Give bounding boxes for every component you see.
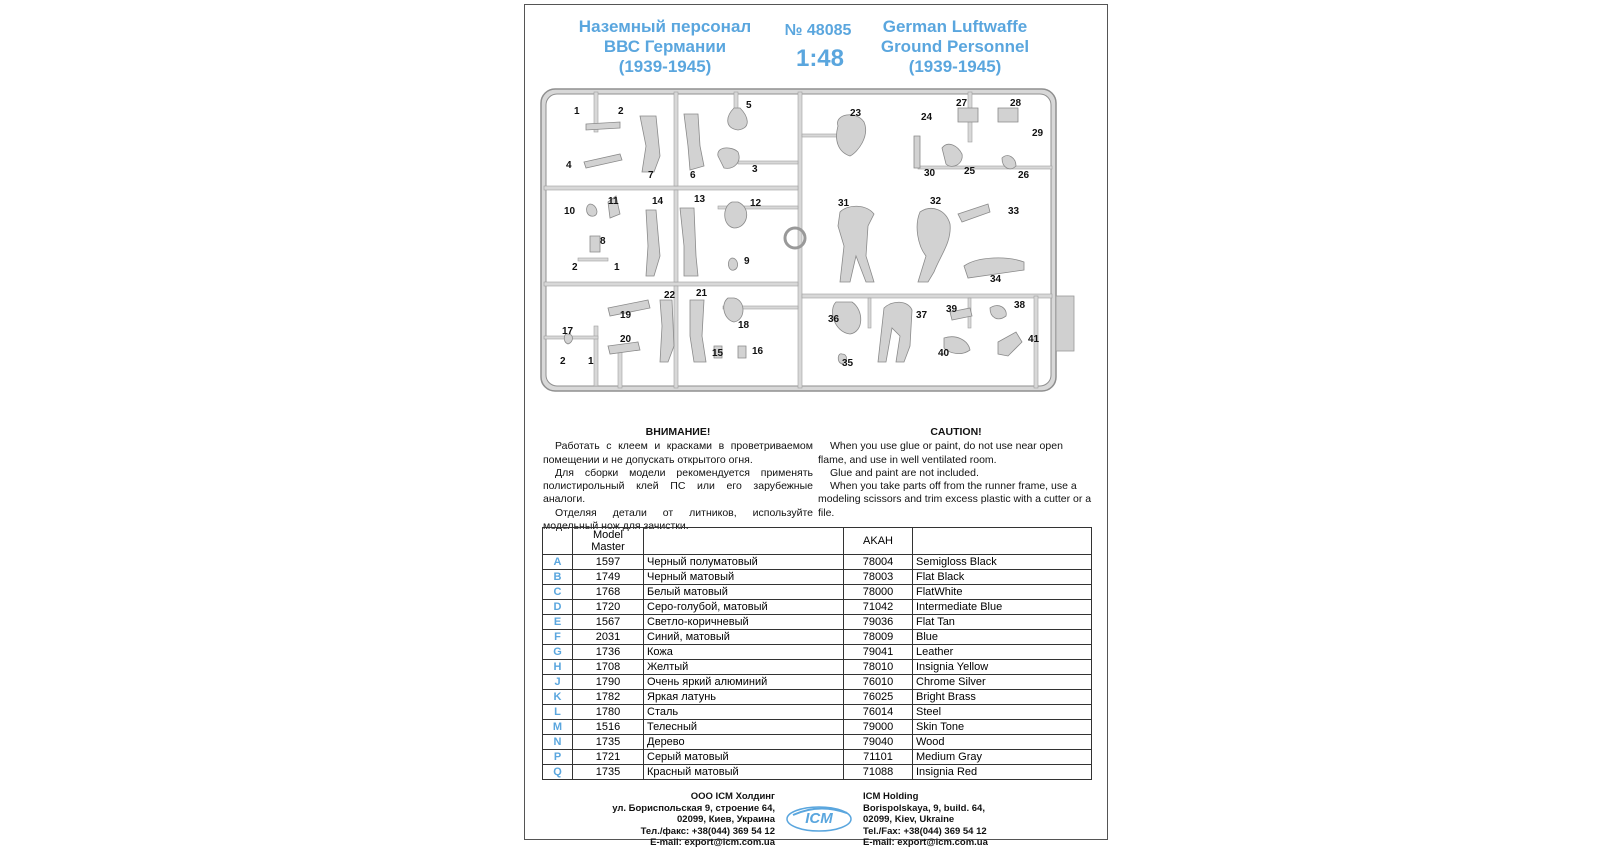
paint-cell-ak: 78009 [844,630,913,645]
paint-cell-code: C [543,585,573,600]
icm-logo-text: ICM [805,810,833,827]
paint-cell-ru: Синий, матовый [644,630,844,645]
kit-scale: 1:48 [795,45,845,72]
title-ru-line2: ВВС Германии [603,37,727,56]
paint-cell-en: Steel [913,705,1092,720]
part-number-label: 1 [588,356,594,367]
paint-cell-code: B [543,570,573,585]
part-number-label: 1 [574,106,580,117]
paint-cell-mm: 1720 [573,600,644,615]
part-number-label: 12 [750,198,762,209]
paint-cell-ru: Кожа [644,645,844,660]
part-number-label: 38 [1014,300,1026,311]
paint-cell-en: Skin Tone [913,720,1092,735]
paint-cell-en: Blue [913,630,1092,645]
paint-row [543,600,1092,615]
paint-cell-ru: Черный матовый [644,570,844,585]
paint-cell-mm: 1782 [573,690,644,705]
part-number-label: 5 [746,100,752,111]
part-number-label: 18 [738,320,750,331]
title-ru-line1: Наземный персонал [578,17,752,36]
address-ru-line: ООО ICM Холдинг [690,791,775,802]
part-number-label: 25 [964,166,976,177]
part-number-label: 39 [946,304,958,315]
paint-cell-code: F [543,630,573,645]
address-en-line: ICM Holding [863,791,919,802]
title-en-line1: German Luftwaffe [882,17,1028,36]
paint-cell-en: Flat Black [913,570,1092,585]
part-number-label: 27 [956,98,968,109]
part-number-label: 22 [664,290,676,301]
title-ru-line3: (1939-1945) [618,57,712,76]
paint-cell-code: J [543,675,573,690]
part-number-label: 24 [921,112,933,123]
paint-cell-ak: 76014 [844,705,913,720]
address-ru-line: Тел./факс: +38(044) 369 54 12 [640,825,775,837]
paint-cell-ru: Черный полуматовый [644,555,844,570]
address-ru-line: 02099, Киев, Украина [677,814,775,825]
paint-cell-ru: Светло-коричневый [644,615,844,630]
paint-cell-en: FlatWhite [913,585,1092,600]
paint-cell-mm: 1597 [573,555,644,570]
sprue-tab [1056,296,1074,351]
warning-ru-p1: Работать с клеем и красками в проветриваемом помещении и не допускать открытого огня. [543,440,813,466]
part-number-label: 1 [614,262,620,273]
paint-cell-code: Q [543,765,573,780]
paint-cell-ak: 71101 [844,750,913,765]
paint-cell-ru: Серый матовый [644,750,844,765]
paint-row [543,630,1092,645]
part-number-label: 16 [752,346,764,357]
address-en-line: Tel./Fax: +38(044) 369 54 12 [863,825,987,837]
kit-number: № 48085 [784,22,852,39]
paint-cell-en: Semigloss Black [913,555,1092,570]
header-ru [644,528,844,555]
paint-cell-ru: Белый матовый [644,585,844,600]
part-number-label: 19 [620,310,632,321]
paint-row [543,705,1092,720]
title-english [855,17,1055,77]
address-ru-email: E-mail: export@icm.com.ua [650,837,775,848]
paint-row [543,645,1092,660]
paint-cell-en: Bright Brass [913,690,1092,705]
paint-row [543,615,1092,630]
part-number-label: 40 [938,348,950,359]
part-number-label: 41 [1028,334,1040,345]
part-number-label: 20 [620,334,632,345]
header-model-master: Model Master [573,528,644,555]
paint-cell-code: E [543,615,573,630]
paint-cell-code: M [543,720,573,735]
paint-cell-en: Insignia Red [913,765,1092,780]
paint-row [543,735,1092,750]
part-number-label: 35 [842,358,854,369]
paint-cell-code: G [543,645,573,660]
part-number-label: 10 [564,206,576,217]
paint-cell-mm: 1721 [573,750,644,765]
warning-en-title: CAUTION! [930,426,982,438]
paint-cell-mm: 1780 [573,705,644,720]
part-number-label: 26 [1018,170,1030,181]
paint-cell-ak: 76025 [844,690,913,705]
paint-cell-code: L [543,705,573,720]
title-en-line2: Ground Personnel [880,37,1030,56]
part-number-label: 36 [828,314,840,325]
paint-reference-table [542,527,1092,780]
warning-en-p2: Glue and paint are not included. [830,466,979,479]
paint-cell-ru: Сталь [644,705,844,720]
paint-cell-mm: 1735 [573,735,644,750]
paint-cell-ak: 78003 [844,570,913,585]
warning-en-p3: When you take parts off from the runner frame, use a modeling scissors and trim excess plastic with a cutter or a file. [818,480,1092,519]
warning-english [818,426,1094,520]
part-number-label: 33 [1008,206,1020,217]
paint-cell-en: Intermediate Blue [913,600,1092,615]
warning-russian [543,426,813,533]
paint-cell-ak: 78000 [844,585,913,600]
paint-table-header [543,528,1092,555]
paint-cell-ru: Очень яркий алюминий [644,675,844,690]
part-number-label: 14 [652,196,664,207]
paint-row [543,690,1092,705]
part-number-label: 28 [1010,98,1022,109]
part-number-label: 17 [562,326,574,337]
part-number-label: 4 [566,160,572,171]
part-number-label: 11 [608,196,619,207]
part-number-label: 32 [930,196,942,207]
icm-logo-icon [785,797,853,837]
title-en-line3: (1939-1945) [908,57,1002,76]
paint-cell-mm: 1708 [573,660,644,675]
paint-row [543,570,1092,585]
part-number-label: 2 [572,262,578,273]
address-en-line: 02099, Kiev, Ukraine [863,814,955,825]
paint-cell-code: D [543,600,573,615]
warning-ru-p3: Отделяя детали от литников, используйте модельный нож для зачистки. [543,506,813,533]
part-number-label: 30 [924,168,936,179]
paint-row [543,765,1092,780]
paint-cell-ru: Красный матовый [644,765,844,780]
part-number-label: 31 [838,198,850,209]
paint-cell-en: Leather [913,645,1092,660]
part-number-label: 8 [600,236,606,247]
paint-cell-ak: 78010 [844,660,913,675]
part-number-label: 29 [1032,128,1044,139]
paint-cell-ak: 79041 [844,645,913,660]
paint-cell-code: A [543,555,573,570]
header-code [543,528,573,555]
paint-cell-code: K [543,690,573,705]
part-number-label: 3 [752,164,758,175]
warning-en-p1: When you use glue or paint, do not use near open flame, and use in well ventilated room. [818,440,1063,466]
header-akan: AKAH [844,528,913,555]
part-number-label: 21 [696,288,708,299]
part-number-label: 7 [648,170,654,181]
part-number-label: 15 [712,348,724,359]
warning-ru-p2: Для сборки модели рекомендуется применять полистирольный клей ПС или его зарубежные аналоги. [543,466,813,506]
part-number-label: 13 [694,194,706,205]
paint-row [543,720,1092,735]
paint-cell-code: P [543,750,573,765]
paint-cell-mm: 1768 [573,585,644,600]
paint-cell-code: N [543,735,573,750]
title-russian [565,17,765,77]
paint-cell-mm: 1749 [573,570,644,585]
paint-row [543,585,1092,600]
paint-cell-en: Wood [913,735,1092,750]
paint-cell-mm: 2031 [573,630,644,645]
warning-ru-title: ВНИМАНИЕ! [645,426,711,438]
paint-cell-mm: 1516 [573,720,644,735]
part-number-label: 34 [990,274,1002,285]
part-number-label: 9 [744,256,750,267]
part-number-label: 6 [690,170,696,181]
paint-cell-en: Insignia Yellow [913,660,1092,675]
paint-cell-mm: 1567 [573,615,644,630]
paint-cell-ru: Желтый [644,660,844,675]
paint-cell-mm: 1736 [573,645,644,660]
header-en [913,528,1092,555]
address-en-email: E-mail: export@icm.com.ua [863,837,988,848]
paint-cell-mm: 1790 [573,675,644,690]
paint-cell-ak: 79000 [844,720,913,735]
paint-cell-en: Medium Gray [913,750,1092,765]
paint-cell-ak: 71042 [844,600,913,615]
paint-cell-en: Flat Tan [913,615,1092,630]
part-number-label: 23 [850,108,862,119]
sprue-frame-diagram [538,86,1098,408]
part-number-label: 37 [916,310,928,321]
paint-cell-ak: 79040 [844,735,913,750]
part-number-label: 2 [618,106,624,117]
paint-cell-ak: 71088 [844,765,913,780]
paint-row [543,675,1092,690]
paint-row [543,555,1092,570]
address-en-line: Borispolskaya, 9, build. 64, [863,802,985,814]
instruction-sheet [524,4,1108,848]
paint-cell-mm: 1735 [573,765,644,780]
address-ru-line: ул. Бориспольская 9, строение 64, [612,802,775,814]
paint-row [543,660,1092,675]
paint-row [543,750,1092,765]
paint-cell-ru: Дерево [644,735,844,750]
paint-cell-ru: Яркая латунь [644,690,844,705]
address-english [863,791,1063,849]
paint-cell-en: Chrome Silver [913,675,1092,690]
paint-cell-ak: 76010 [844,675,913,690]
address-russian [585,791,775,849]
paint-cell-code: H [543,660,573,675]
part-number-label: 2 [560,356,566,367]
paint-cell-ru: Серо-голубой, матовый [644,600,844,615]
paint-cell-ak: 78004 [844,555,913,570]
paint-cell-ru: Телесный [644,720,844,735]
paint-cell-ak: 79036 [844,615,913,630]
